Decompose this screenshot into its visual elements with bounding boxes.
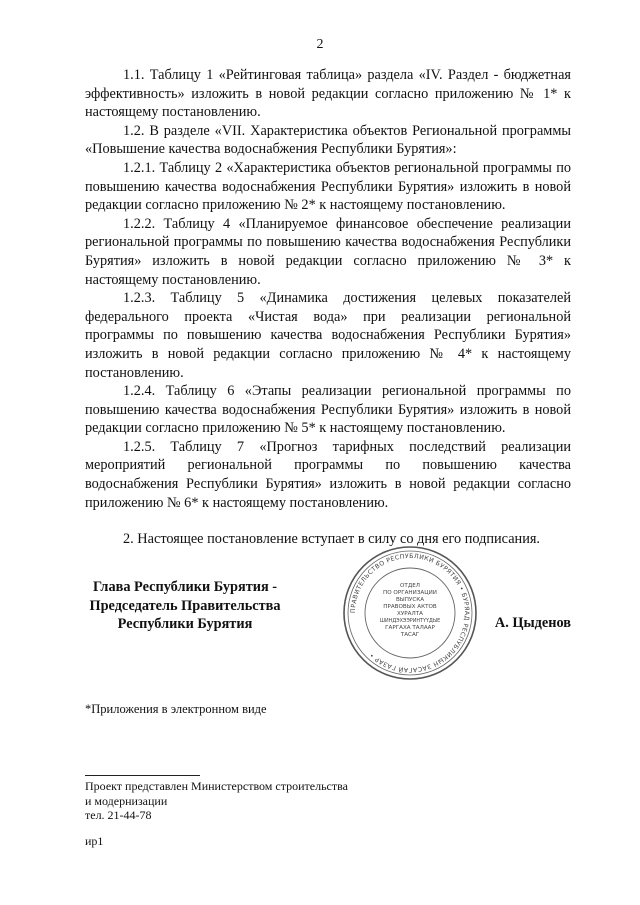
attachments-footnote: *Приложения в электронном виде [85, 702, 267, 716]
footer-phone: тел. 21-44-78 [85, 808, 152, 823]
seal-line-1: ОТДЕЛ [400, 583, 420, 589]
seal-ring-text: ПРАВИТЕЛЬСТВО РЕСПУБЛИКИ БУРЯТИЯ • БУРЯАД РЕСПУБЛИКЫН ЗАСАГАЙ ГАЗАР • [349, 552, 471, 674]
seal-line-7: ГАРГАХА ТАЛААР [385, 625, 435, 631]
seal-line-2: ПО ОРГАНИЗАЦИИ [383, 590, 437, 596]
signer-title-line-3: Республики Бурятия [117, 616, 253, 633]
footer-divider [85, 775, 200, 776]
paragraph-1-2-4: 1.2.4. Таблицу 6 «Этапы реализации региональной программы по повышению качества водоснабжения Республики Бурятия» изложить в новой редакции согласно приложению № 5* к настоящему постановлению. [85, 383, 571, 437]
paragraph-1-2-5: 1.2.5. Таблицу 7 «Прогноз тарифных последствий реализации мероприятий региональной программы по повышению качества водоснабжения Республики Бурятия» изложить в новой редакции согласно приложению № 6* к настоящему постановлению. [85, 438, 571, 511]
seal-line-5: ХУРАЛТА [397, 611, 423, 617]
paragraph-1-1: 1.1. Таблицу 1 «Рейтинговая таблица» раздела «IV. Раздел - бюджетная эффективность» изложить в новой редакции согласно приложению № 1* к настоящему постановлению. [85, 67, 571, 121]
paragraph-1-2-1: 1.2.1. Таблицу 2 «Характеристика объектов региональной программы по повышению качества водоснабжения Республики Бурятия» изложить в новой редакции согласно приложению № 2* к настоящему постановлению. [85, 159, 571, 214]
page-number: 2 [316, 37, 324, 52]
document-body [85, 66, 571, 549]
signer-title [85, 578, 285, 634]
seal-line-6: ШИНДЭХЭЭРИНТҮҮДЫЕ [379, 618, 441, 624]
signer-title-line-1: Глава Республики Бурятия - [92, 579, 278, 595]
signer-name: А. Цыденов [494, 615, 571, 631]
signer-title-line-2: Председатель Правительства [89, 597, 281, 614]
footer-line-1: Проект представлен Министерством строительства [85, 779, 348, 793]
signature-block [85, 552, 571, 678]
footer-info [85, 779, 348, 823]
paragraph-2: 2. Настоящее постановление вступает в силу со дня его подписания. [123, 531, 540, 548]
document-code: ир1 [85, 834, 104, 848]
paragraph-1-2: 1.2. В разделе «VII. Характеристика объектов Региональной программы «Повышение качества водоснабжения Республики Бурятия»: [85, 122, 571, 158]
seal-line-4: ПРАВОВЫХ АКТОВ [383, 604, 437, 610]
seal-line-3: ВЫПУСКА [395, 597, 425, 603]
paragraph-1-2-3: 1.2.3. Таблицу 5 «Динамика достижения целевых показателей федерального проекта «Чистая вода» при реализации региональной программы по повышению качества водоснабжения Республики Бурятия» изложить в новой редакции согласно приложению № 4* к настоящему постановлению. [85, 290, 571, 381]
footer-line-2: и модернизации [85, 793, 168, 808]
paragraph-1-2-2: 1.2.2. Таблицу 4 «Планируемое финансовое обеспечение реализации региональной программы по повышению качества водоснабжения Республики Бурятия» изложить в новой редакции согласно приложению № 3* к настоящему постановлению. [85, 215, 571, 288]
seal-line-8: ТАСАГ [400, 632, 420, 638]
official-seal-stamp [340, 543, 480, 683]
